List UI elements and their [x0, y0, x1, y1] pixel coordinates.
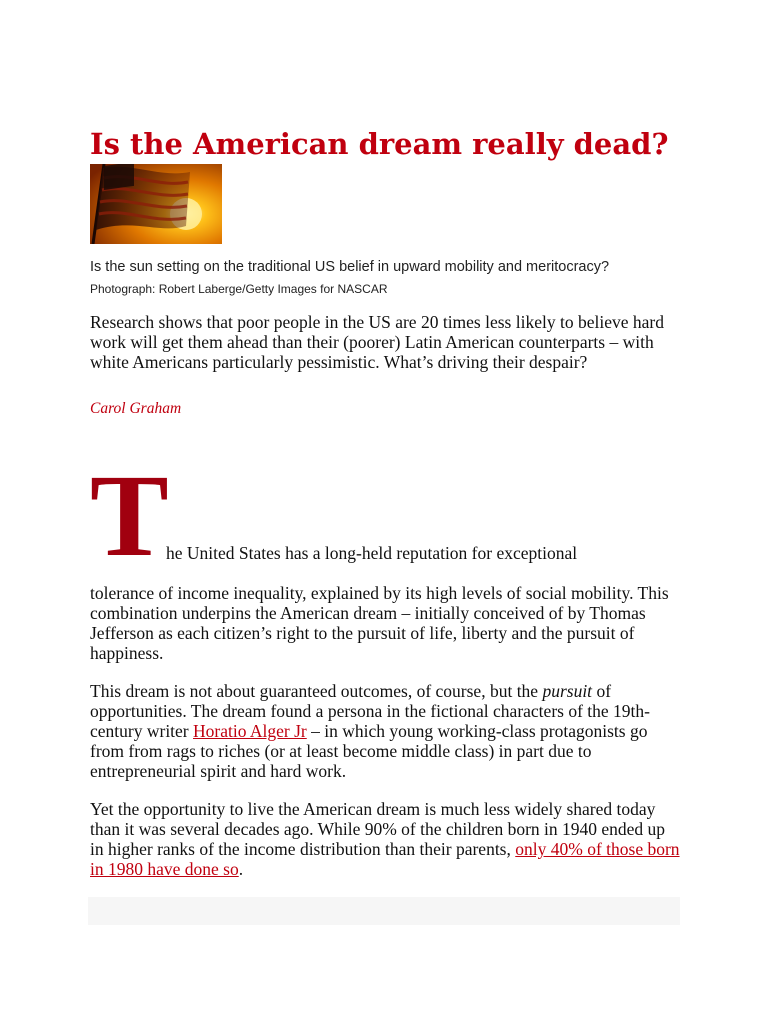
- body-paragraph-1: tolerance of income inequality, explained by its high levels of social mobility. This combination underpins the American dream – initially conceived of by Thomas Jefferson as each citizen’s right to the pursuit of life, liberty and the pursuit of happiness.: [90, 583, 669, 663]
- body-paragraph-2: [90, 681, 680, 781]
- caption-credit: Photograph: Robert Laberge/Getty Images for NASCAR: [90, 282, 388, 296]
- standfirst: Research shows that poor people in the US are 20 times less likely to believe hard work will get them ahead than their (poorer) Latin American counterparts – with white Americans particularly pessimistic. What’s driving their despair?: [90, 312, 664, 372]
- byline-author[interactable]: Carol Graham: [90, 400, 182, 417]
- photo-caption: [90, 256, 610, 300]
- p2-text-b: of opportunities. The dream found a persona in the fictional characters of the 19th-century writer: [90, 681, 650, 741]
- horatio-alger-link[interactable]: Horatio Alger Jr: [193, 721, 307, 741]
- p2-emphasis: pursuit: [542, 681, 593, 701]
- p2-text-c: – in which young working-class protagonists go from from rags to riches (or at least become middle class) in part due to entrepreneurial spirit and hard work.: [90, 721, 648, 781]
- article-photo: [90, 164, 222, 244]
- headline: Is the American dream really dead?: [90, 127, 669, 161]
- first-line-text: he United States has a long-held reputation for exceptional: [166, 543, 578, 563]
- flag-sunset-photo-icon: [90, 164, 222, 244]
- drop-cap: T: [90, 450, 169, 581]
- birth-cohort-link[interactable]: only 40% of those born in 1980 have done so: [90, 839, 680, 879]
- p2-text-a: This dream is not about guaranteed outcomes, of course, but the: [90, 681, 543, 701]
- p3-text-a: Yet the opportunity to live the American dream is much less widely shared today than it was several decades ago. While 90% of the children born in 1940 ended up in higher ranks of the income distribution than their parents,: [90, 799, 666, 859]
- p3-text-b: .: [238, 859, 244, 879]
- body-paragraph-3: [90, 799, 680, 879]
- caption-text: Is the sun setting on the traditional US belief in upward mobility and meritocracy?: [90, 259, 610, 275]
- footer-panel: [88, 897, 680, 925]
